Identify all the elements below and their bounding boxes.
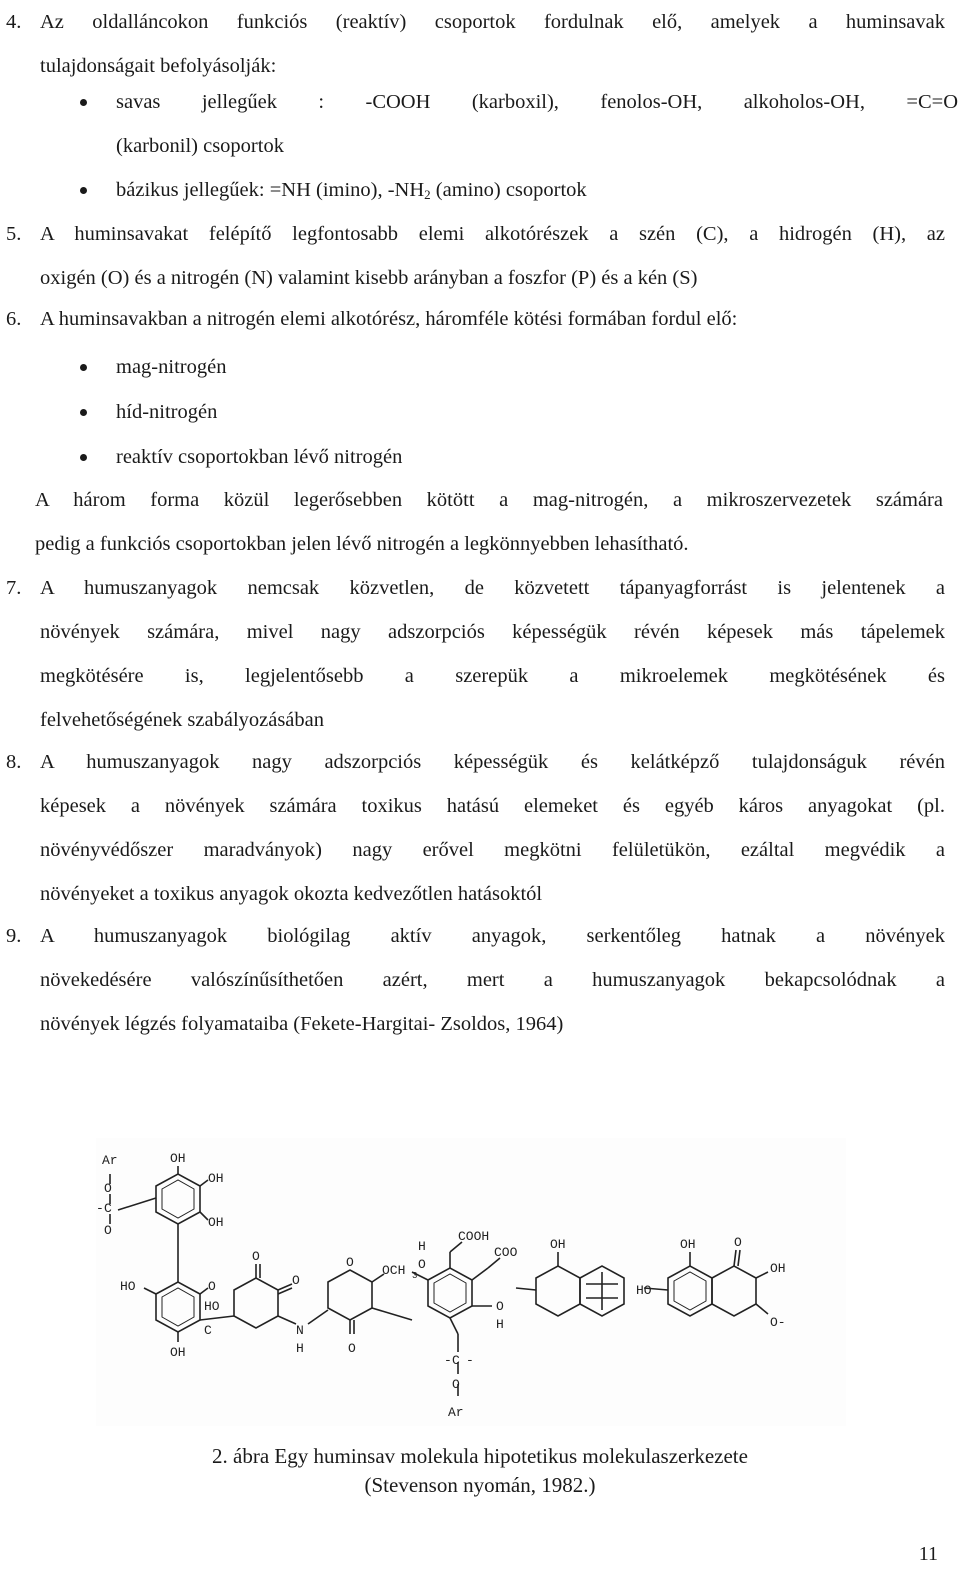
atom-label: OH (170, 1345, 186, 1360)
atom-label: H (418, 1239, 426, 1254)
item-line: oxigén (O) és a nitrogén (N) valamint kisebb arányban a foszfor (P) és a kén (S) (40, 267, 698, 289)
bullet-text: híd-nitrogén (116, 401, 218, 423)
atom-label: O (496, 1299, 504, 1314)
item-line: A humuszanyagok nagy adszorpciós képességük és kelátképző tulajdonságuk révén (40, 751, 945, 773)
item-number: 4. (6, 11, 22, 33)
item-line: felvehetőségének szabályozásában (40, 709, 325, 731)
figure-caption-source: (Stevenson nyomán, 1982.) (364, 1473, 596, 1497)
bullet-item (40, 80, 960, 168)
item-number: 8. (6, 751, 22, 773)
item-line: megkötésére is, legjelentősebb a szerepük a mikroelemek megkötésének és (40, 665, 945, 687)
atom-label: N (296, 1323, 304, 1338)
item-line: növények számára, mivel nagy adszorpciós képességük révén képesek más tápelemek (40, 621, 945, 643)
benzene-ring (428, 1268, 472, 1318)
page-number: 11 (918, 1543, 938, 1565)
atom-label: OH (550, 1237, 566, 1252)
quinone-ring (328, 1270, 372, 1320)
atom-label: 3 (412, 1271, 418, 1281)
bullet-item (40, 168, 960, 212)
fused-ring (536, 1266, 580, 1316)
item-line: növényeket a toxikus anyagok okozta kedvezőtlen hatásoktól (40, 883, 543, 905)
item-number: 9. (6, 925, 22, 947)
aromatic-inner-ring (162, 1180, 194, 1218)
benzene-ring (156, 1282, 200, 1332)
bullet-icon (80, 364, 87, 371)
bullet-text: savas jellegűek : -COOH (karboxil), fenolos-OH, alkoholos-OH, =C=O (116, 91, 958, 113)
item-number: 5. (6, 223, 22, 245)
item-number: 7. (6, 577, 22, 599)
atom-label: O (348, 1341, 356, 1356)
atom-label: COO (494, 1245, 518, 1260)
atom-label: O (208, 1279, 216, 1294)
item-body (40, 566, 945, 742)
atom-label: O- (770, 1315, 786, 1330)
bullet-text: (karbonil) csoportok (116, 135, 284, 157)
item-line: növekedésére valószínűsíthetően azért, mert a humuszanyagok bekapcsolódnak a (40, 969, 945, 991)
bullet-icon (80, 187, 87, 194)
item-line: képesek a növények számára toxikus hatású elemeket és egyéb káros anyagokat (pl. (40, 795, 945, 817)
atom-label: C (204, 1323, 212, 1338)
paragraph (35, 478, 943, 566)
benzene-ring (156, 1174, 200, 1224)
atom-label: O (418, 1257, 426, 1272)
atom-label: HO (204, 1299, 220, 1314)
bullet-text: reaktív csoportokban lévő nitrogén (116, 446, 403, 468)
item-line: tulajdonságait befolyásolják: (40, 55, 277, 77)
atom-label: C (452, 1353, 460, 1368)
item-line: A humuszanyagok nemcsak közvetlen, de közvetett tápanyagforrást is jelentenek a (40, 577, 945, 599)
bullet-icon (80, 99, 87, 106)
item-body (40, 297, 945, 341)
atom-label: HO (120, 1279, 136, 1294)
atom-label: OH (680, 1237, 696, 1252)
atom-label: HO (636, 1283, 652, 1298)
item-body (40, 0, 945, 88)
atom-label: - (96, 1201, 104, 1216)
atom-label: OH (770, 1261, 786, 1276)
item-line: A huminsavakat felépítő legfontosabb elemi alkotórészek a szén (C), a hidrogén (H), az (40, 223, 945, 245)
atom-label: Ar (102, 1153, 118, 1168)
atom-label: - (466, 1353, 474, 1368)
bullet-text: bázikus jellegűek: =NH (imino), $-NH_2$ (amino) csoportok (116, 179, 587, 202)
aromatic-inner-ring (674, 1272, 706, 1310)
naphthalene-ring (712, 1266, 756, 1316)
figure-caption: 2. ábra Egy huminsav molekula hipotetikus molekulaszerkezete (212, 1444, 748, 1468)
atom-label: Ar (448, 1405, 464, 1420)
molecule-figure (96, 1138, 846, 1426)
item-body (40, 212, 945, 300)
item-line: A humuszanyagok biológilag aktív anyagok, serkentőleg hatnak a növények (40, 925, 945, 947)
atom-label: O (252, 1249, 260, 1264)
atom-label: O (452, 1377, 460, 1392)
atom-label: - (444, 1353, 452, 1368)
item-line: növényvédőszer maradványok) nagy erővel megkötni felületükön, ezáltal megvédik a (40, 839, 945, 861)
item-line: növények légzés folyamataiba (Fekete-Hargitai- Zsoldos, 1964) (40, 1013, 564, 1035)
atom-label: OH (170, 1151, 186, 1166)
atom-label: H (296, 1341, 304, 1356)
paragraph-line: pedig a funkciós csoportokban jelen lévő nitrogén a legkönnyebben lehasítható. (35, 533, 689, 555)
bullet-text: mag-nitrogén (116, 356, 227, 378)
aromatic-inner-ring (434, 1274, 466, 1312)
bullet-item (40, 435, 960, 479)
item-body (40, 914, 945, 1046)
bullet-item (40, 390, 960, 434)
atom-label: C (104, 1201, 112, 1216)
atom-label: H (496, 1317, 504, 1332)
molecule-structure-diagram (96, 1138, 846, 1426)
naphthalene-ring (668, 1266, 712, 1316)
atom-label: OH (208, 1171, 224, 1186)
atom-label: O (104, 1223, 112, 1238)
atom-label: COOH (458, 1229, 490, 1244)
quinone-ring (234, 1278, 278, 1328)
atom-label: OCH (382, 1263, 406, 1278)
bullet-item (40, 345, 960, 389)
atom-label: OH (208, 1215, 224, 1230)
aromatic-inner-ring (162, 1288, 194, 1326)
atom-label: O (346, 1255, 354, 1270)
bullet-icon (80, 454, 87, 461)
item-line: A huminsavakban a nitrogén elemi alkotórész, háromféle kötési formában fordul elő: (40, 308, 738, 330)
atom-label: O (734, 1235, 742, 1250)
atom-label: O (104, 1181, 112, 1196)
bullet-icon (80, 409, 87, 416)
item-number: 6. (6, 308, 22, 330)
item-body (40, 740, 945, 916)
atom-label: O (292, 1273, 300, 1288)
item-line: Az oldalláncokon funkciós (reaktív) csoportok fordulnak elő, amelyek a huminsavak (40, 11, 945, 33)
paragraph-line: A három forma közül legerősebben kötött a mag-nitrogén, a mikroszervezetek számára (35, 489, 943, 511)
